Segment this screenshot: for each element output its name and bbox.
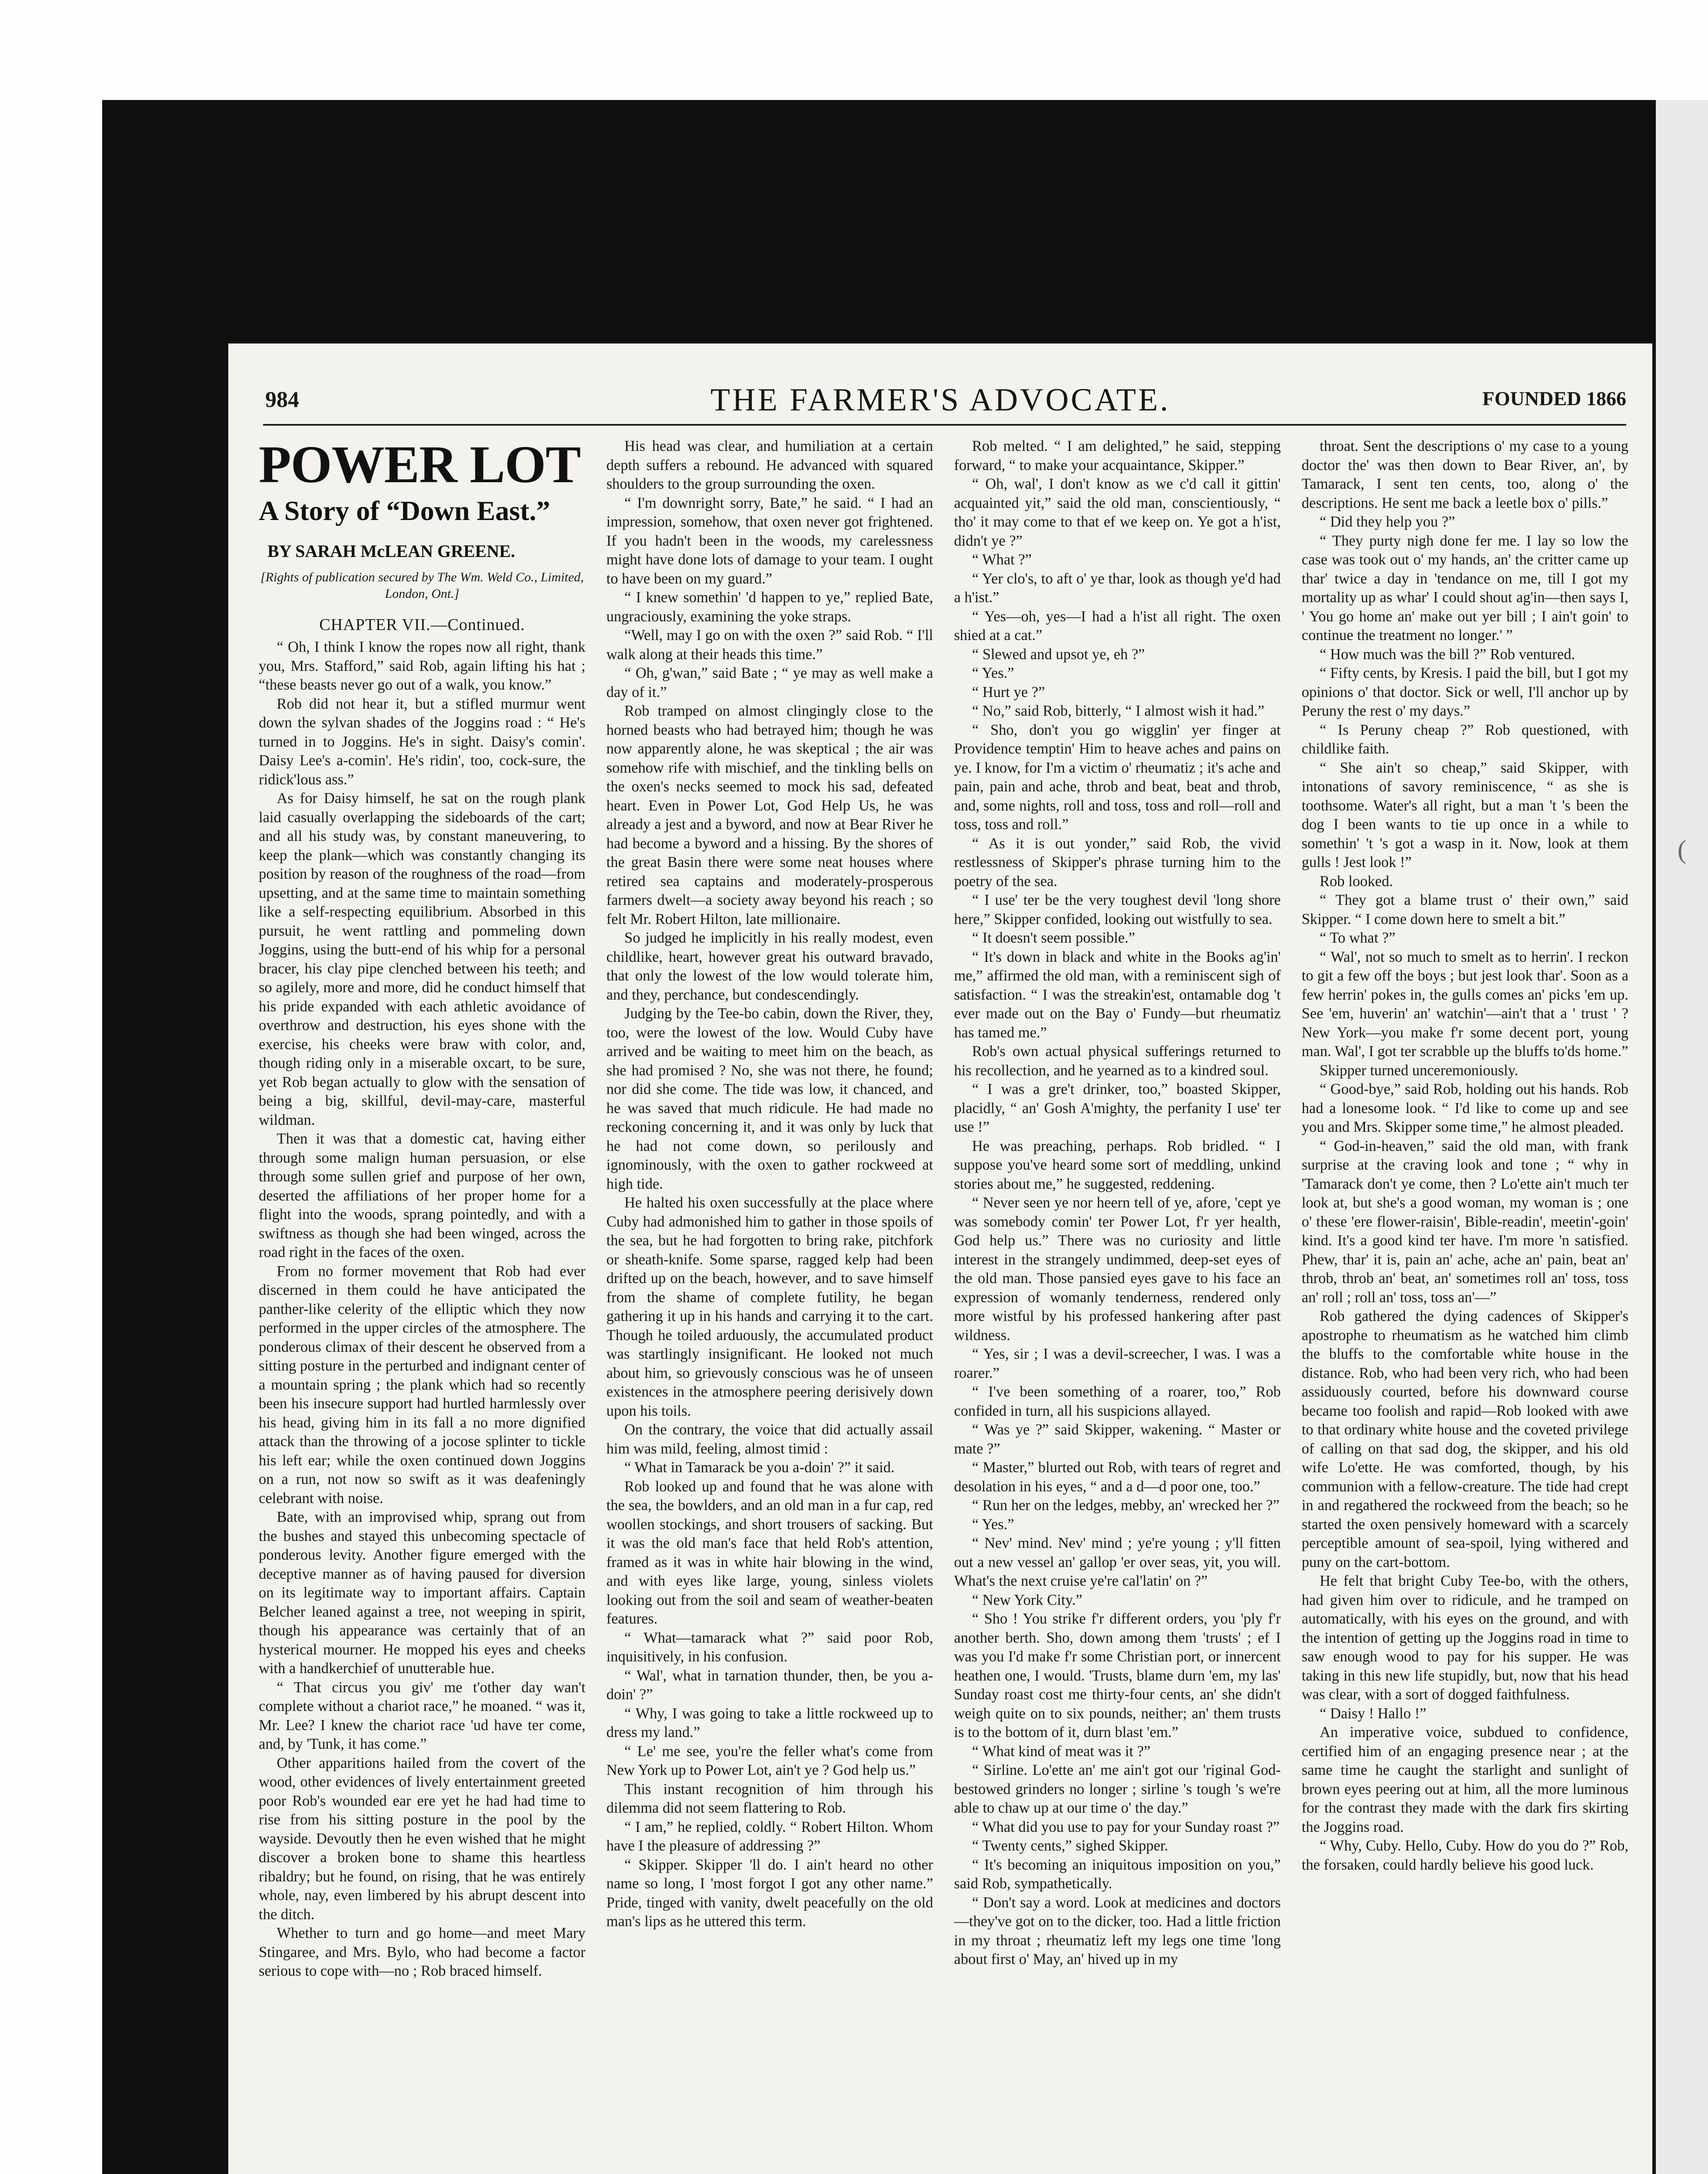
- founded-date: FOUNDED 1866: [1482, 387, 1626, 410]
- page-number: 984: [265, 387, 299, 412]
- paragraph: Other apparitions hailed from the covert of the wood, other evidences of lively entertainment greeted poor Rob's wounded ear ere yet he had had time to rise from his sitting posture in the pool by the wayside. Devoutly then he even wished that he might discover a broken bone to shame this heartless ribaldry; but he found, on rising, that he was entirely whole, nay, even limbered by his abrupt descent into the ditch.: [259, 1754, 586, 1923]
- paragraph: “ I've been something of a roarer, too,” Rob confided in turn, all his suspicions allayed.: [954, 1384, 1281, 1419]
- paragraph: “ I knew somethin' 'd happen to ye,” replied Bate, ungraciously, examining the yoke straps.: [606, 589, 933, 625]
- paragraph: “ Never seen ye nor heern tell of ye, afore, 'cept ye was somebody comin' ter Power Lot, f'r yer health, God help us.” There was no curiosity and little interest in the strangely undimmed, deep-set eyes of the old man. Those pansied eyes gave to his face an expression of womanly tenderness, rendered only more wistful by his professed hankering after past wildness.: [954, 1194, 1281, 1344]
- paragraph: “ I was a gre't drinker, too,” boasted Skipper, placidly, “ an' Gosh A'mighty, the perfanity I use' ter use !”: [954, 1081, 1281, 1135]
- masthead: THE FARMER'S ADVOCATE.: [710, 382, 1171, 418]
- paragraph: Rob did not hear it, but a stifled murmur went down the sylvan shades of the Joggins road : “ He's turned in to Joggins. He's in sight. Daisy's comin'. Daisy Lee's a-comin'. He's ridin', too, cock-sure, the ridick'lous ass.”: [259, 695, 586, 788]
- paragraph: “ What—tamarack what ?” said poor Rob, inquisitively, in his confusion.: [606, 1629, 933, 1665]
- paragraph: “ They purty nigh done fer me. I lay so low the case was took out o' my hands, an' the critter came up thar' twice a day in 'tendance on me, till I got my mortality up as whar' I could shout ag'in—then says I, ' You go home an' make out yer bill ; I ain't goin' to continue the treatment no longer.' ”: [1301, 532, 1628, 644]
- paragraph: “ No,” said Rob, bitterly, “ I almost wish it had.”: [972, 703, 1264, 719]
- paragraph: Then it was that a domestic cat, having either through some malign human persuasion, or else through some sullen grief and purpose of her own, deserted the affiliations of her proper home for a flight into the woods, sprang pointedly, and with a swiftness as though she had been winged, across the road right in the faces of the oxen.: [259, 1130, 586, 1260]
- paragraph: “ She ain't so cheap,” said Skipper, with intonations of savory reminiscence, “ as she is toothsome. Water's all right, but a man 't 's been the dog I been wants to tie up once in a while to somethin' 't 's got a wasp in it. Now, look at them gulls ! Jest look !”: [1301, 759, 1628, 870]
- paragraph: He felt that bright Cuby Tee-bo, with the others, had given him over to ridicule, and he tramped on automatically, with his eyes on the ground, and with the intention of getting up the Joggins road in time to saw enough wood to pay for his supper. He was taking in this new life stupidly, but, now that his head was clear, with a sort of dogged faithfulness.: [1301, 1573, 1628, 1703]
- margin-mark: (: [1678, 835, 1686, 864]
- paragraph: “Well, may I go on with the oxen ?” said Rob. “ I'll walk along at their heads this time.”: [606, 627, 933, 663]
- paragraph: throat. Sent the descriptions o' my case to a young doctor the' was then down to Bear River, an', by Tamarack, I sent ten cents, too, along o' the descriptions. He sent me back a leetle box o' pills.”: [1301, 438, 1628, 511]
- paragraph: “ Yes—oh, yes—I had a h'ist all right. The oxen shied at a cat.”: [954, 608, 1281, 644]
- paragraph: Rob melted. “ I am delighted,” he said, stepping forward, “ to make your acquaintance, Skipper.”: [954, 438, 1281, 473]
- paragraph: “ Sho, don't you go wigglin' yer finger at Providence temptin' Him to heave aches and pains on ye. I know, for I'm a victim o' rheumatiz ; it's ache and pain, pain and ache, throb and beat, beat and throb, and, some nights, roll and toss, toss and roll—roll and toss, toss and roll.”: [954, 721, 1281, 833]
- paragraph: “ Sirline. Lo'ette an' me ain't got our 'riginal God-bestowed grinders no longer ; sirline 's tough 's we're able to chaw up at our time o' the day.”: [954, 1762, 1281, 1816]
- paragraph: “ I'm downright sorry, Bate,” he said. “ I had an impression, somehow, that oxen never got frightened. If you hadn't been in the woods, my carelessness might have done lots of damage to your team. I ought to have been on my guard.”: [606, 494, 933, 587]
- paragraph: “ Wal', what in tarnation thunder, then, be you a-doin' ?”: [606, 1667, 933, 1703]
- paragraph: “ Yes, sir ; I was a devil-screecher, I was. I was a roarer.”: [954, 1346, 1281, 1381]
- story-title: POWER LOT: [259, 437, 581, 494]
- paragraph: He was preaching, perhaps. Rob bridled. “ I suppose you've heard some sort of meddling, unkind stories about me,” he suggested, reddening.: [954, 1137, 1281, 1192]
- paragraph: From no former movement that Rob had ever discerned in them could he have anticipated the panther-like celerity of the elliptic which they now performed in the upper circles of the atmosphere. The ponderous climax of their descent he observed from a sitting posture in the perturbed and indignant center of a mountain spring ; the plank which had so recently been his insecure support had hurtled harmlessly over his head, giving him in its fall a no more dignified attack than the throwing of a jocose splinter to tickle his left ear; while the oxen continued down Joggins on a run, not now so swift as it was deafeningly celebrant with noise.: [259, 1263, 586, 1507]
- paragraph: “ Is Peruny cheap ?” Rob questioned, with childlike faith.: [1301, 721, 1628, 757]
- paragraph: “ I use' ter be the very toughest devil 'long shore here,” Skipper confided, looking out wistfully to sea.: [954, 892, 1281, 927]
- header-rule: [263, 424, 1626, 426]
- paragraph: “ To what ?”: [1319, 930, 1396, 946]
- article-columns: [259, 437, 1628, 2174]
- paragraph: “ Nev' mind. Nev' mind ; ye're young ; y'll fitten out a new vessel an' gallop 'er over seas, yit, you will. What's the next cruise ye're cal'latin' on ?”: [954, 1535, 1281, 1589]
- paragraph: “ It's becoming an iniquitous imposition on you,” said Rob, sympathetically.: [954, 1856, 1281, 1892]
- paragraph: “ God-in-heaven,” said the old man, with frank surprise at the craving look and tone ; “ why in 'Tamarack don't ye come, then ? Lo'ette ain't much ter look at, but she's a good woman, my woman is ; one o' these 'ere flower-raisin', Bible-readin', meetin'-goin' kind. It's a good kind ter have. I'm more 'n satisfied. Phew, thar' it is, pain an' ache, ache an' pain, beat an' throb, throb an' beat, an' sometimes roll an' toss, toss an' roll ; roll an' toss, toss an'—”: [1301, 1137, 1628, 1306]
- paragraph: “ Master,” blurted out Rob, with tears of regret and desolation in his eyes, “ and a d—d poor one, too.”: [954, 1459, 1281, 1495]
- rights-notice: [Rights of publication secured by The Wm. Weld Co., Limited, London, Ont.]: [260, 570, 584, 601]
- story-subtitle: A Story of “Down East.”: [259, 495, 550, 526]
- paragraph: “ Why, Cuby. Hello, Cuby. How do you do ?” Rob, the forsaken, could hardly believe his good luck.: [1301, 1837, 1628, 1873]
- paragraph: “ What in Tamarack be you a-doin' ?” it said.: [624, 1459, 895, 1476]
- paragraph: “ Slewed and upsot ye, eh ?”: [972, 646, 1145, 663]
- paragraph: “ New York City.”: [972, 1591, 1083, 1608]
- paragraph: “ Yes.”: [972, 665, 1014, 681]
- paragraph: “ Run her on the ledges, mebby, an' wrecked her ?”: [972, 1497, 1280, 1514]
- paragraph: Rob gathered the dying cadences of Skipper's apostrophe to rheumatism as he watched him climb the bluffs to the comfortable white house in the distance. Rob, who had been very rich, who had been assiduously courted, before his downward course became too foolish and rapid—Rob looked with awe to that ordinary white house and the coveted privilege of calling on that sad dog, the skipper, and his old wife Lo'ette. He was comforted, though, by his communion with a fellow-creature. The tide had crept in and regathered the rockweed from the beach; so he started the oxen pensively homeward with a scarcely perceptible amount of sea-spoil, lying withered and puny on the cart-bottom.: [1301, 1308, 1628, 1570]
- chapter-heading: CHAPTER VII.—Continued.: [319, 616, 525, 634]
- byline: BY SARAH McLEAN GREENE.: [267, 541, 515, 561]
- text-column-4: [1302, 437, 1629, 2174]
- paragraph: On the contrary, the voice that did actually assail him was mild, feeling, almost timid :: [606, 1421, 933, 1457]
- paragraph: “ I am,” he replied, coldly. “ Robert Hilton. Whom have I the pleasure of addressing ?”: [606, 1818, 933, 1854]
- paragraph: “ Sho ! You strike f'r different orders, you 'ply f'r another berth. Sho, down among them 'trusts' ; ef I was you I'd make f'r some Christian port, or innercent heathen one, I would. 'Trusts, blame durn 'em, my las' Sunday roast cost me thirty-four cents, an' she didn't weigh quite on to six pounds, neither; an' them trusts is to the bottom of it, durn blast 'em.”: [954, 1610, 1281, 1741]
- paragraph: He halted his oxen successfully at the place where Cuby had admonished him to gather in those spoils of the sea, but he had forgotten to bring rake, pitchfork or sheath-knife. Some sparse, ragged kelp had been drifted up on the beach, however, and to save himself from the shame of complete futility, he began gathering it up in his hands and carrying it to the cart. Though he toiled arduously, the accumulated product was startlingly insignificant. He looked not much about him, so grievously conscious was he of unseen existences in the atmosphere peering derisively down upon his toils.: [606, 1194, 933, 1419]
- paragraph: “ Oh, wal', I don't know as we c'd call it gittin' acquainted yit,” said the old man, conscientiously, “ tho' it may come to that ef we keep on. Ye got a h'ist, didn't ye ?”: [954, 476, 1281, 549]
- paragraph: “ Daisy ! Hallo !”: [1319, 1705, 1427, 1722]
- paragraph: “ Twenty cents,” sighed Skipper.: [972, 1837, 1168, 1854]
- paragraph: “ As it is out yonder,” said Rob, the vivid restlessness of Skipper's phrase turning him to the poetry of the sea.: [954, 835, 1281, 890]
- paragraph: “ Was ye ?” said Skipper, wakening. “ Master or mate ?”: [954, 1421, 1281, 1457]
- paragraph: An imperative voice, subdued to confidence, certified him of an engaging presence near ; at the same time he caught the starlight and sunlight of brown eyes peering out at him, all the more luminous for the contrast they made with the dark firs skirting the Joggins road.: [1301, 1724, 1628, 1835]
- paragraph: “ What did you use to pay for your Sunday roast ?”: [972, 1818, 1280, 1835]
- film-border-right: [1656, 100, 1708, 2174]
- paragraph: “ Fifty cents, by Kresis. I paid the bill, but I got my opinions o' that doctor. Sick or well, I'll anchor up by Peruny the rest o' my days.”: [1301, 665, 1628, 719]
- paragraph: Whether to turn and go home—and meet Mary Stingaree, and Mrs. Bylo, who had become a factor serious to cope with—no ; Rob braced himself.: [259, 1925, 586, 1979]
- paragraph: As for Daisy himself, he sat on the rough plank laid casually overlapping the sideboards of the cart; and all his study was, by constant maneuvering, to keep the plank—which was constantly changing its position by reason of the roughness of the road—from upsetting, and at the same time to maintain something like a self-respecting equilibrium. Absorbed in this pursuit, he went rattling and pommeling down Joggins, using the butt-end of his whip for a personal bracer, his clay pipe clenched between his teeth; and so agilely, more and more, did he conduct himself that his pride expanded with each athletic avoidance of overthrow and destruction, his eyes shone with the exercise, his cheeks were braw with color, and, though riding only in a miserable oxcart, to be sure, yet Rob began actually to glow with the sensation of being a big, skillful, devil-may-care, masterful wildman.: [259, 790, 586, 1128]
- paragraph: “ Oh, I think I know the ropes now all right, thank you, Mrs. Stafford,” said Rob, again lifting his hat ; “these beasts never go out of a walk, you know.”: [259, 639, 586, 693]
- film-border-top: [0, 0, 1708, 100]
- paragraph: “ They got a blame trust o' their own,” said Skipper. “ I come down here to smelt a bit.”: [1301, 892, 1628, 927]
- paragraph: Rob's own actual physical sufferings returned to his recollection, and he yearned as to a kindred soul.: [954, 1043, 1281, 1079]
- paragraph: “ Skipper. Skipper 'll do. I ain't heard no other name so long, I 'most forgot I got any other name.” Pride, tinged with vanity, dwelt peacefully on the old man's lips as he uttered this term.: [606, 1856, 933, 1930]
- paragraph: “ How much was the bill ?” Rob ventured.: [1319, 646, 1575, 663]
- paragraph: Skipper turned unceremoniously.: [1319, 1062, 1518, 1079]
- paragraph: Judging by the Tee-bo cabin, down the River, they, too, were the lowest of the low. Would Cuby have arrived and be waiting to meet him on the beach, as she had promised ? No, she was not there, he found; nor did she come. The tide was low, it chanced, and he was saved that much ridicule. He had made no reckoning concerning it, and it was only by luck that he had not come down, so perilously and ignominously, with the oxen to gather rockweed at high tide.: [606, 1005, 933, 1192]
- paragraph: “ Why, I was going to take a little rockweed up to dress my land.”: [606, 1705, 933, 1741]
- paragraph: “ Don't say a word. Look at medicines and doctors—they've got on to the dicker, too. Had a little friction in my throat ; rheumatiz left my legs one time 'long about first o' May, an' hived up in my: [954, 1894, 1281, 1967]
- paragraph: “ Yer clo's, to aft o' ye thar, look as though ye'd had a h'ist.”: [954, 570, 1281, 606]
- text-column-1: [259, 437, 586, 2174]
- newspaper-page: [228, 343, 1652, 2174]
- text-column-2: [607, 437, 934, 2174]
- paragraph: This instant recognition of him through his dilemma did not seem flattering to Rob.: [606, 1781, 933, 1816]
- paragraph: “ It doesn't seem possible.”: [972, 930, 1135, 946]
- paragraph: “ Good-bye,” said Rob, holding out his hands. Rob had a lonesome look. “ I'd like to come up and see you and Mrs. Skipper some time,” he almost pleaded.: [1301, 1081, 1628, 1135]
- paragraph: Rob looked up and found that he was alone with the sea, the bowlders, and an old man in a fur cap, red woollen stockings, and short trousers of sacking. But it was the old man's face that held Rob's attention, framed as it was in white hair blowing in the wind, and with eyes like large, young, sinless violets looking out from the soil and seam of weather-beaten features.: [606, 1478, 933, 1627]
- paragraph: “ Did they help you ?”: [1319, 513, 1455, 530]
- paragraph: “ It's down in black and white in the Books ag'in' me,” affirmed the old man, with a reminiscent sigh of satisfaction. “ I was the streakin'est, ontamable dog 't ever made out on the Bay o' Fundy—but rheumatiz has tamed me.”: [954, 948, 1281, 1041]
- paragraph: “ Oh, g'wan,” said Bate ; “ ye may as well make a day of it.”: [606, 665, 933, 700]
- paragraph: “ That circus you giv' me t'other day wan't complete without a chariot race,” he moaned. “ was it, Mr. Lee? I knew the chariot race 'ud have ter come, and, by 'Tunk, it has come.”: [259, 1679, 586, 1752]
- paragraph: So judged he implicitly in his really modest, even childlike, heart, however great his outward bravado, that only the lowest of the low would tolerate him, and they, perchance, but condescendingly.: [606, 930, 933, 1003]
- paragraph: “ What kind of meat was it ?”: [972, 1743, 1151, 1760]
- paragraph: His head was clear, and humiliation at a certain depth suffers a rebound. He advanced with squared shoulders to the group surrounding the oxen.: [606, 438, 933, 492]
- paragraph: Bate, with an improvised whip, sprang out from the bushes and stayed this unbecoming spectacle of ponderous levity. Another figure emerged with the deceptive manner as of having paused for diversion on its legitimate way to important affairs. Captain Belcher leaned against a tree, not weeping in spirit, though his appearance was certainly that of an hysterical mourner. He mopped his eyes and cheeks with a handkerchief of unutterable hue.: [259, 1509, 586, 1677]
- paragraph: “ Yes.”: [972, 1516, 1014, 1533]
- text-column-3: [954, 437, 1281, 2174]
- paragraph: Rob looked.: [1319, 873, 1393, 890]
- film-border-left: [0, 100, 102, 2174]
- paragraph: “ Hurt ye ?”: [972, 684, 1045, 700]
- paragraph: “ Wal', not so much to smelt as to herrin'. I reckon to git a few off the boys ; but jest look thar'. Soon as a few herrin' pokes in, the gulls comes an' picks 'em up. See 'em, huverin' an' watchin'—ain't that a ' trust ' ? New York—you make f'r some decent port, young man. Wal', I got ter scrabble up the bluffs to'ds home.”: [1301, 948, 1628, 1060]
- paragraph: “ What ?”: [972, 551, 1032, 568]
- paragraph: “ Le' me see, you're the feller what's come from New York up to Power Lot, ain't ye ? God help us.”: [606, 1743, 933, 1778]
- paragraph: Rob tramped on almost clingingly close to the horned beasts who had betrayed him; though he was now apparently alone, he was skeptical ; the air was somehow rife with mischief, and the tinkling bells on the oxen's necks seemed to mock his sad, defeated heart. Even in Power Lot, God Help Us, he was already a jest and a byword, and now at Bear River he had become a byword and a hissing. By the shores of the great Basin there were some neat houses where retired sea captains and moderately-prosperous farmers dwelt—a society away beyond his reach ; so felt Mr. Robert Hilton, late millionaire.: [606, 703, 933, 927]
